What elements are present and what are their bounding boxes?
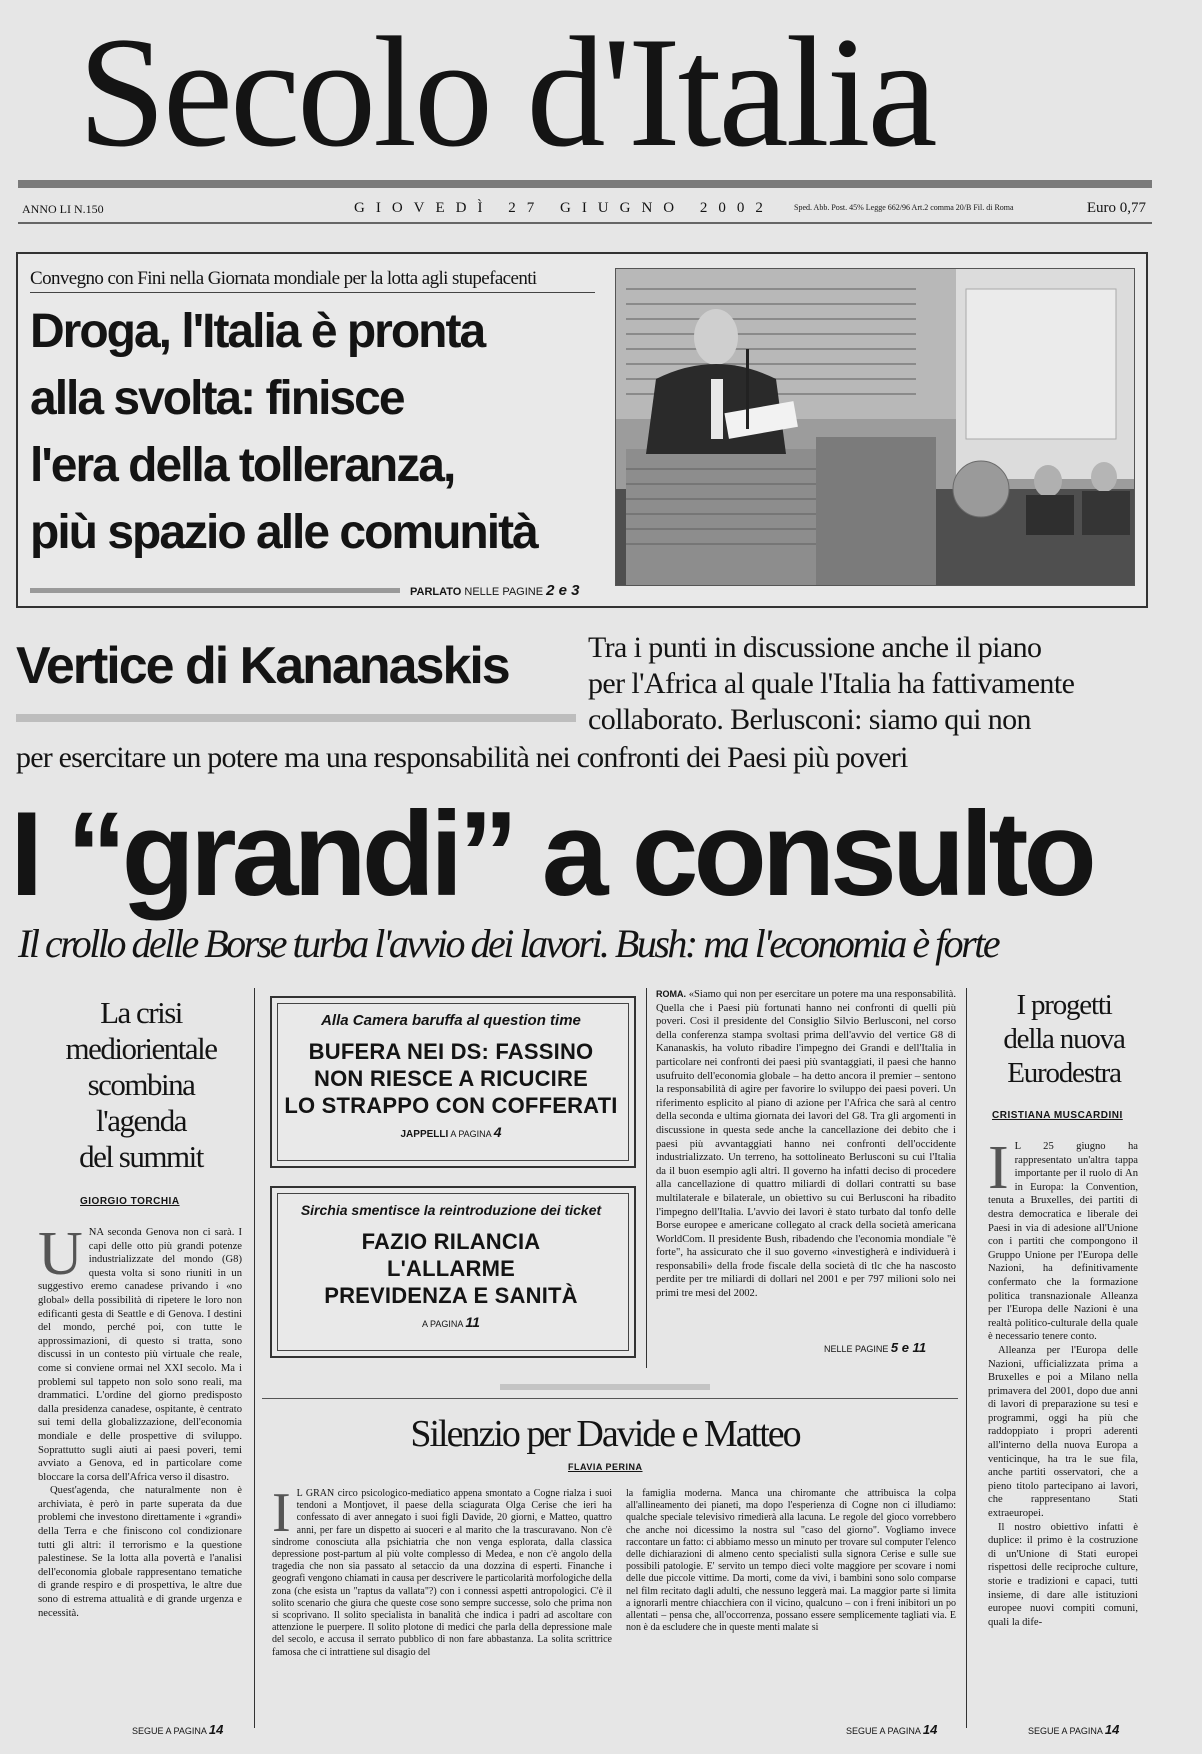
issue-price: Euro 0,77 (1086, 200, 1146, 216)
left-headline-line: mediorientale (65, 1031, 217, 1066)
conference-photo-illustration (616, 269, 1134, 585)
summit-deck-line: per l'Africa al quale l'Italia ha fattivamente (588, 667, 1075, 700)
right-headline-line: Eurodestra (1007, 1057, 1121, 1089)
ds-headline-line: LO STRAPPO CON COFFERATI (284, 1093, 618, 1118)
left-text-p2: Quest'agenda, che naturalmente non è archiviata, è però in parte superata da due problemi che investono direttamente i «grandi» della Terra e che finiscono col condizionare tutti gli altri: il terrorismo e la questione palestinese. Se la lotta alla povertà e l'analisi dell'economia globale rappresentano tematiche di grande respiro e di prospettiva, le altre due sono di estrema attualità e di grande urgenza e necessità. (38, 1485, 242, 1619)
column-rule (254, 988, 255, 1728)
silenzio-page-reference (846, 1722, 937, 1737)
summit-overline: Vertice di Kananaskis (16, 637, 509, 695)
silenzio-text-col1 (272, 1488, 612, 1718)
lead-ref-text: NELLE PAGINE (464, 586, 544, 598)
right-text-p3: Il nostro obiettivo infatti è duplice: il primo è la costruzione di un'Unione di Stati europei rispettosi delle reciproche culture, storie e tradizioni e capaci, tutti insieme, di dare alle istituzioni europee nuovi compiti comuni, quali la dife- (988, 1521, 1138, 1628)
column-rule (646, 988, 647, 1368)
right-headline-line: I progetti (1016, 989, 1112, 1021)
fazio-kicker: Sirchia smentisce la reintroduzione dei ticket (300, 1202, 602, 1218)
left-column-text (38, 1226, 242, 1696)
lead-headline-line: Droga, l'Italia è pronta (30, 305, 485, 358)
fazio-headline-line: FAZIO RILANCIA (361, 1229, 541, 1254)
fazio-page-reference (276, 1314, 626, 1330)
left-page-reference (132, 1722, 223, 1737)
summit-deck (588, 630, 1163, 738)
roma-ref-text: NELLE PAGINE (824, 1344, 889, 1354)
right-byline: CRISTIANA MUSCARDINI (992, 1110, 1123, 1121)
masthead-rule (18, 180, 1152, 188)
roma-page-reference (824, 1340, 926, 1355)
left-byline: GIORGIO TORCHIA (80, 1196, 180, 1207)
lead-headline (30, 298, 610, 566)
fazio-headline (276, 1228, 626, 1309)
silenzio-byline: FLAVIA PERINA (568, 1462, 643, 1472)
right-text-p2: Alleanza per l'Europa delle Nazioni, ufficializzata prima a Bruxelles e poi a Milano nella primavera del 2001, dopo due anni di lavori di preparazione su tesi e programmi, oggi ha più che raddoppiato i propri aderenti all'interno della nuova Europa a venticinque, ha tra le sue fila, anche partiti osservatori, che a pieno titolo partecipano ai lavori, che rappresentano Stati extraeuropei. (988, 1344, 1138, 1520)
silenzio-bar (500, 1384, 710, 1390)
summit-deck-last-line: per esercitare un potere ma una responsabilità nei confronti dei Paesi più poveri (16, 741, 908, 774)
lead-ref-pages: 2 e 3 (546, 582, 580, 599)
summit-deck-line: collaborato. Berlusconi: siamo qui non (588, 703, 1031, 736)
silenzio-rule (262, 1398, 958, 1399)
lead-headline-line: l'era della tolleranza, (30, 439, 455, 492)
left-dropcap: U (38, 1226, 83, 1288)
left-headline-line: scombina (87, 1067, 195, 1102)
lead-ref-bar (30, 588, 400, 593)
summit-deck-line: Tra i punti in discussione anche il piano (588, 631, 1042, 664)
left-ref-page: 14 (208, 1722, 224, 1737)
ds-ref-author: JAPPELLI (400, 1129, 449, 1140)
silenzio-text-col2 (626, 1488, 956, 1718)
issue-number: ANNO LI N.150 (22, 202, 104, 216)
silenzio-text-b: la famiglia moderna. Manca una chiromante che attribuisca la colpa all'allineamento dei pianeti, ma dopo l'esperienza di Cogne non ci illudiamo: qualche speciale televisivo rimedierà alla lacuna. Le regole del gioco vorrebbero che anche noi dicessimo la nostra sul "caso del giorno". Vogliamo invece raccontare un fatto: ci abbiamo messo un minuto per trovare sul computer l'elenco delle dichiarazioni di almeno cento specialisti sulla signora Cerise e sulle sue possibili patologie. E' servito un tempo dieci volte maggiore per scovare i nomi delle due piccole vittime. Da morti, come da vivi, i bambini sono solo comparse nel film recitato dagli adulti, che nessuno leggerà mai. La maggior parte si limita a ignorarli mentre chiacchiera con il vicino, qualcuno – con i freni inibitori un po allentati – pensa che, all'occorrenza, possano essere semplicemente tagliati via. E non è da escludere che in queste menti malate si (626, 1488, 956, 1634)
left-headline-line: La crisi (100, 995, 182, 1030)
right-dropcap: I (988, 1140, 1009, 1202)
right-text-p1: L 25 giugno ha rappresentato un'altra tappa importante per il ruolo di An in Europa: la Convention, tenuta a Bruxelles, dei partiti di destra democratica e liberale dei Paesi in via di adesione all'Unione con i partiti che compongono il Gruppo Unione per l'Europa delle Nazioni, ha definitivamente confermato che la formazione politica transnazionale Alleanza per l'Europa delle Nazioni è una realtà politico-culturale della quale è necessario tenere conto. (988, 1141, 1138, 1343)
right-column-text (988, 1140, 1138, 1710)
summit-subhead: Il crollo delle Borse turba l'avvio dei lavori. Bush: ma l'economia è forte (18, 921, 999, 966)
dateline-rule (18, 222, 1152, 224)
fazio-ref-text: A PAGINA (422, 1319, 463, 1329)
masthead-title: Secolo d'Italia (78, 5, 935, 180)
left-column-headline (38, 995, 244, 1175)
fazio-ref-page: 11 (465, 1314, 480, 1330)
silenzio-ref-page: 14 (922, 1722, 938, 1737)
summit-deck-bar (16, 714, 576, 722)
silenzio-text-a: L GRAN circo psicologico-mediatico appena smontato a Cogne rialza i suoi tendoni a Montjovet, il paese della sciagurata Olga Cerise che ieri ha confessato di aver annegato i suoi figli Davide, 20 giorni, e Matteo, quattro anni, per fare un dispetto ai suoceri e al marito che la trascuravano. Non c'è sindrome conosciuta alla psichiatria che non venga esplorata, dalla classica depressione post-partum al più volte complesso di Medea, e non c'è angolo della tragedia che non sia passato al setaccio da una dozzina di esperti. Finanche i geografi vengono chiamati in causa per descrivere le particolarità morfologiche della zona (che esista un "raptus da vallata"?) con i connessi aspetti antropologici. C'è il solito scenario che giura che queste cose sono sempre successe, solo che prima non si scoprivano. Il solito specialista in banalità che indica i padri ad ascoltare con attenzione le puerpere. Il solito plotone di medici che parla della depressione male del secolo, e accusa il serrato pubblico di non fare abbastanza. La solita scrittrice famosa che ci intrattiene sul disagio del (272, 1488, 612, 1658)
ds-ref-text: A PAGINA (450, 1129, 492, 1139)
roma-ref-pages: 5 e 11 (890, 1340, 927, 1355)
roma-article-text (656, 988, 956, 1340)
ds-headline (276, 1038, 626, 1119)
silenzio-ref-text: SEGUE A PAGINA (846, 1726, 921, 1736)
left-headline-line: l'agenda (96, 1103, 186, 1138)
right-column-headline (974, 988, 1154, 1090)
ds-headline-line: NON RIESCE A RICUCIRE (314, 1066, 588, 1091)
left-ref-text: SEGUE A PAGINA (132, 1726, 207, 1736)
left-headline-line: del summit (79, 1139, 203, 1174)
fazio-headline-line: PREVIDENZA E SANITÀ (324, 1283, 578, 1308)
lead-kicker: Convegno con Fini nella Giornata mondiale per la lotta agli stupefacenti (30, 268, 537, 289)
roma-text: «Siamo qui non per esercitare un potere ma una responsabilità. Quella che i Paesi più fortunati hanno nei confronti di quelli più poveri. Così il presidente del Consiglio Silvio Berlusconi, nel corso della conferenza stampa svoltasi prima dell'avvio del vertice G8 di Kananaskis, ha voluto ribadire l'impegno dei Grandi e dell'Italia in particolare nei confronti dei paesi più svantaggiati, il paesi che hanno usufruito dell'economia globale – ha detto ancora il premier – sentono la responsabilità di agire per favorire lo sviluppo dei paesi poveri. Un riferimento esplicito al piano di azione per l'Africa che sarà al centro della seconda e ultima giornata dei lavori del G8. Tra gli argomenti in discussione in questa sede anche la cancellazione dei debito che i paesi più avvantaggiati hanno nei confronti dell'occidente industrializzato. Un terreno, ha sottolineato Berlusconi su cui l'Italia da il buon esempio agli altri. Il governo ha infatti deciso di procedere alla cancellazione di quattro miliardi di dollari contratti su base multilaterale e bilaterale, un obiettivo su cui Berlusconi ha ribadito l'impegno dell'Italia. L'avvio dei lavori è stato turbato dal tonfo delle Borse europee e americane collegato al crack della società americana WorldCom. Il presidente Bush, ribadendo che l'economia mondiale "è forte", ha assicurato che il suo governo «investigherà e individuerà i responsabili» della frode fiscale della società di tlc che ha nascosto perdite per tre miliardi di dollari nel 2001 e per 797 milioni solo nei primi tre mesi del 2002. (656, 989, 956, 1300)
ds-ref-page: 4 (493, 1124, 502, 1140)
ds-headline-line: BUFERA NEI DS: FASSINO (308, 1039, 594, 1064)
right-ref-text: SEGUE A PAGINA (1028, 1726, 1103, 1736)
column-rule (966, 988, 967, 1728)
roma-place: ROMA. (656, 989, 686, 999)
silenzio-headline: Silenzio per Davide e Matteo (410, 1413, 800, 1455)
postal-notice: Sped. Abb. Post. 45% Legge 662/96 Art.2 comma 20/B Fil. di Roma (794, 203, 1014, 212)
right-ref-page: 14 (1104, 1722, 1120, 1737)
fazio-headline-line: L'ALLARME (386, 1256, 515, 1281)
silenzio-dropcap: I (272, 1488, 291, 1544)
lead-headline-line: alla svolta: finisce (30, 372, 404, 425)
summit-headline: I “grandi” a consulto (10, 787, 1092, 921)
right-headline-line: della nuova (1003, 1023, 1125, 1055)
lead-kicker-rule (30, 292, 595, 293)
lead-ref-author: PARLATO (410, 586, 462, 598)
ds-page-reference (276, 1124, 626, 1140)
ds-kicker: Alla Camera baruffa al question time (321, 1012, 581, 1029)
dateline (18, 200, 1152, 220)
right-page-reference (1028, 1722, 1119, 1737)
lead-photo (615, 268, 1135, 586)
left-text-p1: NA seconda Genova non ci sarà. I capi delle otto più grandi potenze industrializzate del mondo (G8) questa volta si sono riuniti in un suggestivo eremo canadese privando i «no global» della possibilità di ripetere le loro non edificanti gesta di Seattle e di Genova. I destini del mondo, perché poi, con tutte le approssimazioni, di questo si tratta, sono discussi in un contesto più virtuale che reale, come si conviene ormai nel XXI secolo. Ma i problemi sul tappeto non solo sono reali, ma drammatici. L'ordine del giorno predisposto dalla presidenza canadese, ospitante, è centrato sui temi della globalizzazione, dell'economia mondiale e delle prospettive di sviluppo. Soprattutto sugli aiuti ai paesi poveri, temi avviato a Genova, ed in particolare come bloccare la corsa dell'Africa verso il disastro. (38, 1227, 242, 1483)
lead-headline-line: più spazio alle comunità (30, 506, 537, 559)
issue-date: GIOVEDÌ 27 GIUGNO 2002 (354, 200, 774, 216)
